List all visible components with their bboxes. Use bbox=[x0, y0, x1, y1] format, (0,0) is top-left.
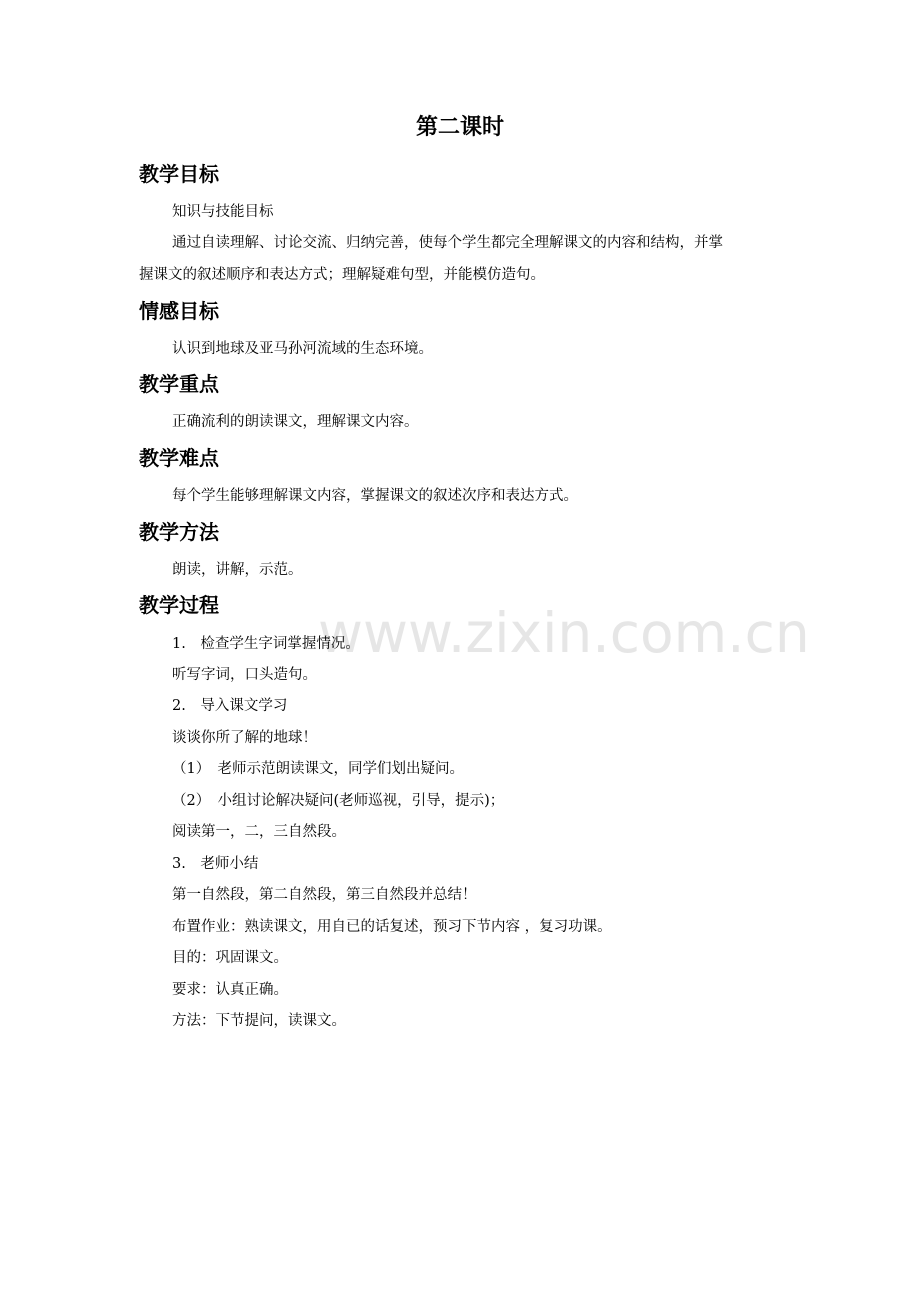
objectives-line-1: 通过自读理解、讨论交流、归纳完善，使每个学生都完全理解课文的内容和结构，并掌 bbox=[172, 235, 723, 251]
heading-emotion: 情感目标 bbox=[139, 299, 219, 323]
process-line: 2. 导入课文学习 bbox=[172, 698, 288, 714]
difficulties-line-1: 每个学生能够理解课文内容，掌握课文的叙述次序和表达方式。 bbox=[172, 488, 578, 504]
process-line: 1. 检查学生字词掌握情况。 bbox=[172, 636, 360, 652]
heading-key-points: 教学重点 bbox=[139, 372, 219, 396]
heading-methods: 教学方法 bbox=[139, 520, 219, 544]
key-points-line-1: 正确流利的朗读课文，理解课文内容。 bbox=[172, 414, 419, 430]
process-line: 方法：下节提问，读课文。 bbox=[172, 1013, 346, 1029]
heading-objectives: 教学目标 bbox=[139, 162, 219, 186]
process-line: （1） 老师示范朗读课文，同学们划出疑问。 bbox=[172, 761, 464, 777]
process-line: 阅读第一，二，三自然段。 bbox=[172, 824, 346, 840]
process-line: 听写字词，口头造句。 bbox=[172, 667, 317, 683]
process-line: 要求：认真正确。 bbox=[172, 982, 288, 998]
heading-process: 教学过程 bbox=[139, 593, 219, 617]
process-line: （2） 小组讨论解决疑问(老师巡视，引导，提示)； bbox=[172, 793, 505, 809]
page-title: 第二课时 bbox=[415, 115, 504, 140]
process-line: 布置作业：熟读课文，用自已的话复述，预习下节内容 ，复习功课。 bbox=[172, 919, 612, 935]
objectives-line-2: 握课文的叙述顺序和表达方式；理解疑难句型，并能模仿造句。 bbox=[139, 267, 545, 283]
emotion-line-1: 认识到地球及亚马孙河流域的生态环境。 bbox=[172, 341, 433, 357]
process-line: 3. 老师小结 bbox=[172, 856, 259, 872]
watermark: www.zixin.com.cn bbox=[318, 601, 810, 665]
process-line: 目的：巩固课文。 bbox=[172, 950, 288, 966]
process-line: 谈谈你所了解的地球！ bbox=[172, 730, 317, 746]
process-line: 第一自然段，第二自然段，第三自然段并总结！ bbox=[172, 887, 477, 903]
methods-line-1: 朗读，讲解，示范。 bbox=[172, 562, 303, 578]
subheading-knowledge-skills: 知识与技能目标 bbox=[172, 204, 274, 220]
heading-difficulties: 教学难点 bbox=[139, 446, 219, 470]
